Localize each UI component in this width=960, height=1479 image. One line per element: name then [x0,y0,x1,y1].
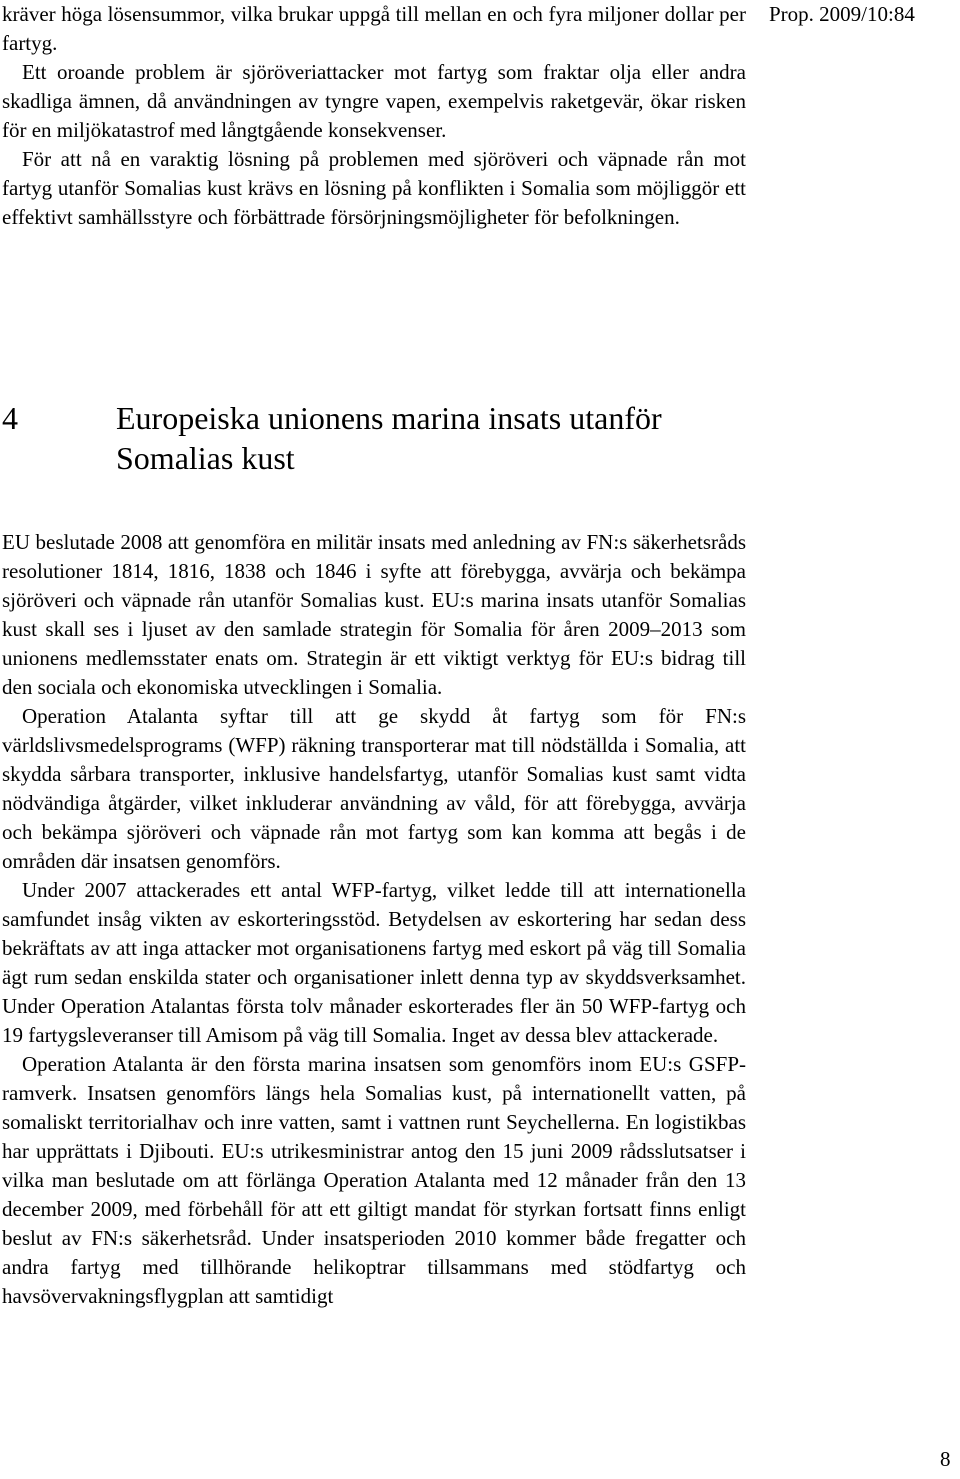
paragraph-gsfp-framework: Operation Atalanta är den första marina insatsen som genomförs inom EU:s GSFP-ramverk. Insatsen genomförs längs hela Somalias kust, på internationellt vatten, på somaliskt territorialhav och inre vatten, samt i vattnen runt Seychellerna. En logistikbas har upprättats i Djibouti. EU:s utrikesministrar antog den 15 juni 2009 rådsslutsatser i vilka man beslutade om att förlänga Operation Atalanta med 12 månader från den 13 december 2009, med förbehåll för att ett giltigt mandat för styrkan fortsatt finns enligt beslut av FN:s säkerhetsråd. Under insatsperioden 2010 kommer både fregatter och andra fartyg med tillhörande helikoptrar tillsammans med stödfartyg och havsövervakningsflygplan att samtidigt [2,1052,746,1308]
section-number: 4 [2,400,18,436]
paragraph-eu-decision: EU beslutade 2008 att genomföra en militär insats med anledning av FN:s säkerhetsråds resolutioner 1814, 1816, 1838 och 1846 i syfte att förebygga, avvärja och bekämpa sjöröveri och väpnade rån utanför Somalias kust. EU:s marina insats utanför Somalias kust skall ses i ljuset av den samlade strategin för Somalia för åren 2009–2013 som unionens medlemsstater enats om. Strategin är ett viktigt verktyg för EU:s bidrag till den sociala och ekonomiska utvecklingen i Somalia. [2,530,746,699]
paragraph-continuation: kräver höga lösensummor, vilka brukar uppgå till mellan en och fyra miljoner dollar per fartyg. [2,2,746,55]
paragraph-lasting-solution: För att nå en varaktig lösning på problemen med sjöröveri och väpnade rån mot fartyg utanför Somalias kust krävs en lösning på konflikten i Somalia som möjliggör ett effektivt samhällsstyre och förbättrade försörjningsmöjligheter för befolkningen. [2,147,746,229]
paragraph-environmental-risk: Ett oroande problem är sjöröveriattacker mot fartyg som fraktar olja eller andra skadliga ämnen, då användningen av tyngre vapen, exempelvis raketgevär, ökar risken för en miljökatastrof med långtgående konsekvenser. [2,60,746,142]
paragraph-operation-aim: Operation Atalanta syftar till att ge skydd åt fartyg som för FN:s världslivsmedelsprograms (WFP) räkning transporterar mat till nödställda i Somalia, att skydda sårbara transporter, inklusive handelsfartyg, utanför Somalias kust samt vidta nödvändiga åtgärder, vilket inkluderar användning av våld, för att förebygga, avvärja och bekämpa sjöröveri och väpnade rån mot fartyg som kan komma att begås i de områden där insatsen genomförs. [2,704,746,873]
intro-text-block [2,0,746,232]
section-body [2,528,746,1311]
proposition-reference: Prop. 2009/10:84 [769,2,915,26]
paragraph-wfp-escort: Under 2007 attackerades ett antal WFP-fartyg, vilket ledde till att internationella samfundet insåg vikten av eskorteringsstöd. Betydelsen av eskortering har sedan dess bekräftats av att inga attacker mot organisationens fartyg med eskort på väg till Somalia ägt rum sedan enskilda stater och organisationer inlett denna typ av skyddsverksamhet. Under Operation Atalantas första tolv månader eskorterades fler än 50 WFP-fartyg och 19 fartygsleveranser till Amisom på väg till Somalia. Inget av dessa blev attackerade. [2,878,746,1047]
page-number: 8 [940,1447,951,1471]
section-title: Europeiska unionens marina insats utanför Somalias kust [116,400,662,476]
